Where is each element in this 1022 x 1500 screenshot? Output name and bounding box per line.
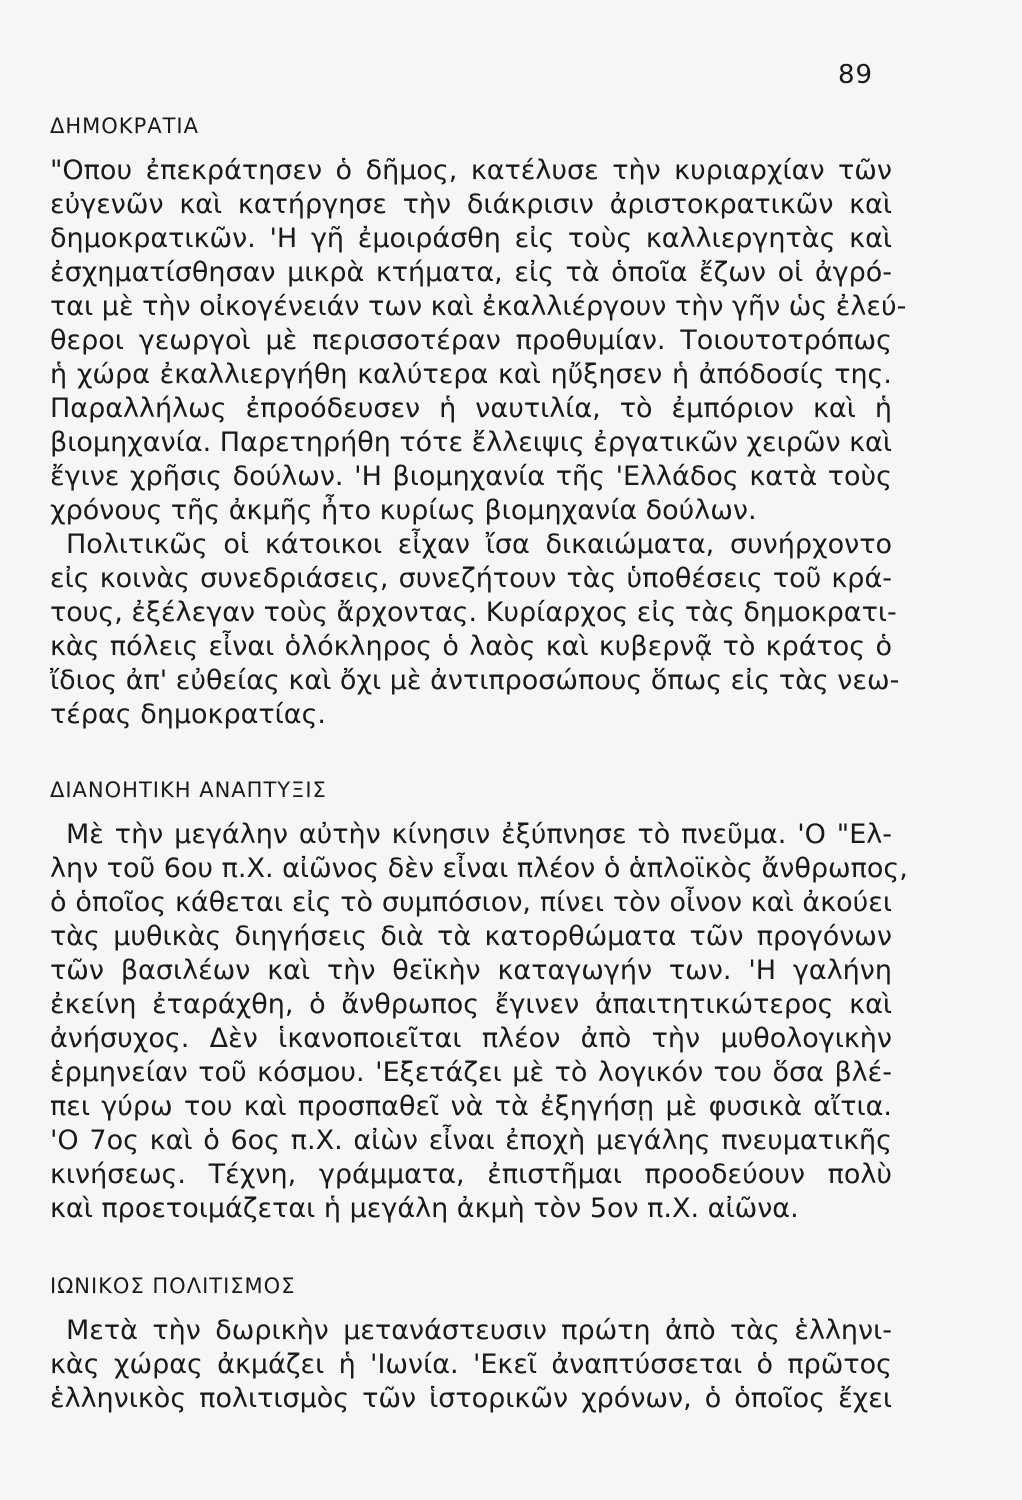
paragraph-line: ἔγινε χρῆσις δούλων. 'Η βιομηχανία τῆς 'Ελλάδος κατὰ τοὺς — [50, 461, 892, 492]
paragraph-line: "Οπου ἐπεκράτησεν ὁ δῆμος, κατέλυσε τὴν κυριαρχίαν τῶν — [50, 155, 892, 186]
paragraph-line: θεροι γεωργοὶ μὲ περισσοτέραν προθυμίαν. Τοιουτοτρόπως — [50, 325, 892, 356]
paragraph-line: εὐγενῶν καὶ κατήργησε τὴν διάκρισιν ἀριστοκρατικῶν καὶ — [50, 189, 892, 220]
paragraph-line: λην τοῦ 6ου π.Χ. αἰῶνος δὲν εἶναι πλέον ὁ ἁπλοϊκὸς ἄνθρωπος, — [50, 853, 908, 884]
paragraph-line: ται μὲ τὴν οἰκογένειάν των καὶ ἐκαλλιέργουν τὴν γῆν ὡς ἐλεύ- — [50, 291, 907, 322]
paragraph-line: ἴδιος ἀπ' εὐθείας καὶ ὄχι μὲ ἀντιπροσώπους ὅπως εἰς τὰς νεω- — [50, 665, 900, 696]
paragraph-line: ὁ ὁποῖος κάθεται εἰς τὸ συμπόσιον, πίνει τὸν οἶνον καὶ ἀκούει — [50, 887, 892, 918]
paragraph-line: εἰς κοινὰς συνεδριάσεις, συνεζήτουν τὰς ὑποθέσεις τοῦ κρά- — [50, 563, 892, 594]
paragraph-line: ἀνήσυχος. Δὲν ἱκανοποιεῖται πλέον ἀπὸ τὴν μυθολογικὴν — [50, 1023, 892, 1054]
paragraph-line: Μετὰ τὴν δωρικὴν μετανάστευσιν πρώτη ἀπὸ τὰς ἑλληνι- — [66, 1315, 892, 1346]
paragraph-line: χρόνους τῆς ἀκμῆς ἦτο κυρίως βιομηχανία δούλων. — [50, 495, 757, 526]
paragraph-line: βιομηχανία. Παρετηρήθη τότε ἔλλειψις ἐργατικῶν χειρῶν καὶ — [50, 427, 892, 458]
paragraph-line: κὰς χώρας ἀκμάζει ἡ 'Ιωνία. 'Εκεῖ ἀναπτύσσεται ὁ πρῶτος — [50, 1349, 892, 1380]
paragraph-line: κινήσεως. Τέχνη, γράμματα, ἐπιστῆμαι προοδεύουν πολὺ — [50, 1159, 892, 1190]
paragraph-line: κὰς πόλεις εἶναι ὁλόκληρος ὁ λαὸς καὶ κυβερνᾷ τὸ κράτος ὁ — [50, 631, 892, 662]
paragraph-line: ἐκείνη ἐταράχθη, ὁ ἄνθρωπος ἔγινεν ἀπαιτητικώτερος καὶ — [50, 989, 892, 1020]
page-number: 89 — [838, 60, 874, 90]
paragraph-line: 'Ο 7ος καὶ ὁ 6ος π.Χ. αἰὼν εἶναι ἐποχὴ μεγάλης πνευματικῆς — [50, 1125, 892, 1156]
section-heading-ionian-civilization: ΙΩΝΙΚΟΣ ΠΟΛΙΤΙΣΜΟΣ — [50, 1274, 296, 1298]
paragraph-line: τους, ἐξέλεγαν τοὺς ἄρχοντας. Κυρίαρχος εἰς τὰς δημοκρατι- — [50, 597, 897, 628]
section-heading-democracy: ΔΗΜΟΚΡΑΤΙΑ — [50, 114, 199, 138]
paragraph-line: πει γύρω του καὶ προσπαθεῖ νὰ τὰ ἐξηγήσῃ μὲ φυσικὰ αἴτια. — [50, 1091, 892, 1122]
paragraph-line: τέρας δημοκρατίας. — [50, 699, 327, 730]
paragraph-line: ἡ χώρα ἐκαλλιεργήθη καλύτερα καὶ ηὔξησεν ἡ ἀπόδοσίς της. — [50, 359, 892, 390]
paragraph-line: καὶ προετοιμάζεται ἡ μεγάλη ἀκμὴ τὸν 5ον π.Χ. αἰῶνα. — [50, 1193, 799, 1224]
paragraph-line: ἑρμηνείαν τοῦ κόσμου. 'Εξετάζει μὲ τὸ λογικόν του ὅσα βλέ- — [50, 1057, 892, 1088]
paragraph-line: Παραλλήλως ἐπροόδευσεν ἡ ναυτιλία, τὸ ἐμπόριον καὶ ἡ — [50, 393, 892, 424]
paragraph-line: τὰς μυθικὰς διηγήσεις διὰ τὰ κατορθώματα τῶν προγόνων — [50, 921, 892, 952]
paragraph-line: ἐσχηματίσθησαν μικρὰ κτήματα, εἰς τὰ ὁποῖα ἔζων οἱ ἀγρό- — [50, 257, 892, 288]
paragraph-line: Πολιτικῶς οἱ κάτοικοι εἶχαν ἴσα δικαιώματα, συνήρχοντο — [66, 529, 892, 560]
paragraph-line: ἑλληνικὸς πολιτισμὸς τῶν ἱστορικῶν χρόνων, ὁ ὁποῖος ἔχει — [50, 1383, 892, 1414]
paragraph-line: τῶν βασιλέων καὶ τὴν θεϊκὴν καταγωγήν των. 'Η γαλήνη — [50, 955, 892, 986]
section-heading-intellectual-development: ΔΙΑΝΟΗΤΙΚΗ ΑΝΑΠΤΥΞΙΣ — [50, 778, 327, 802]
paragraph-line: Μὲ τὴν μεγάλην αὐτὴν κίνησιν ἐξύπνησε τὸ πνεῦμα. 'Ο "Ελ- — [66, 819, 892, 850]
paragraph-line: δημοκρατικῶν. 'Η γῆ ἐμοιράσθη εἰς τοὺς καλλιεργητὰς καὶ — [50, 223, 892, 254]
